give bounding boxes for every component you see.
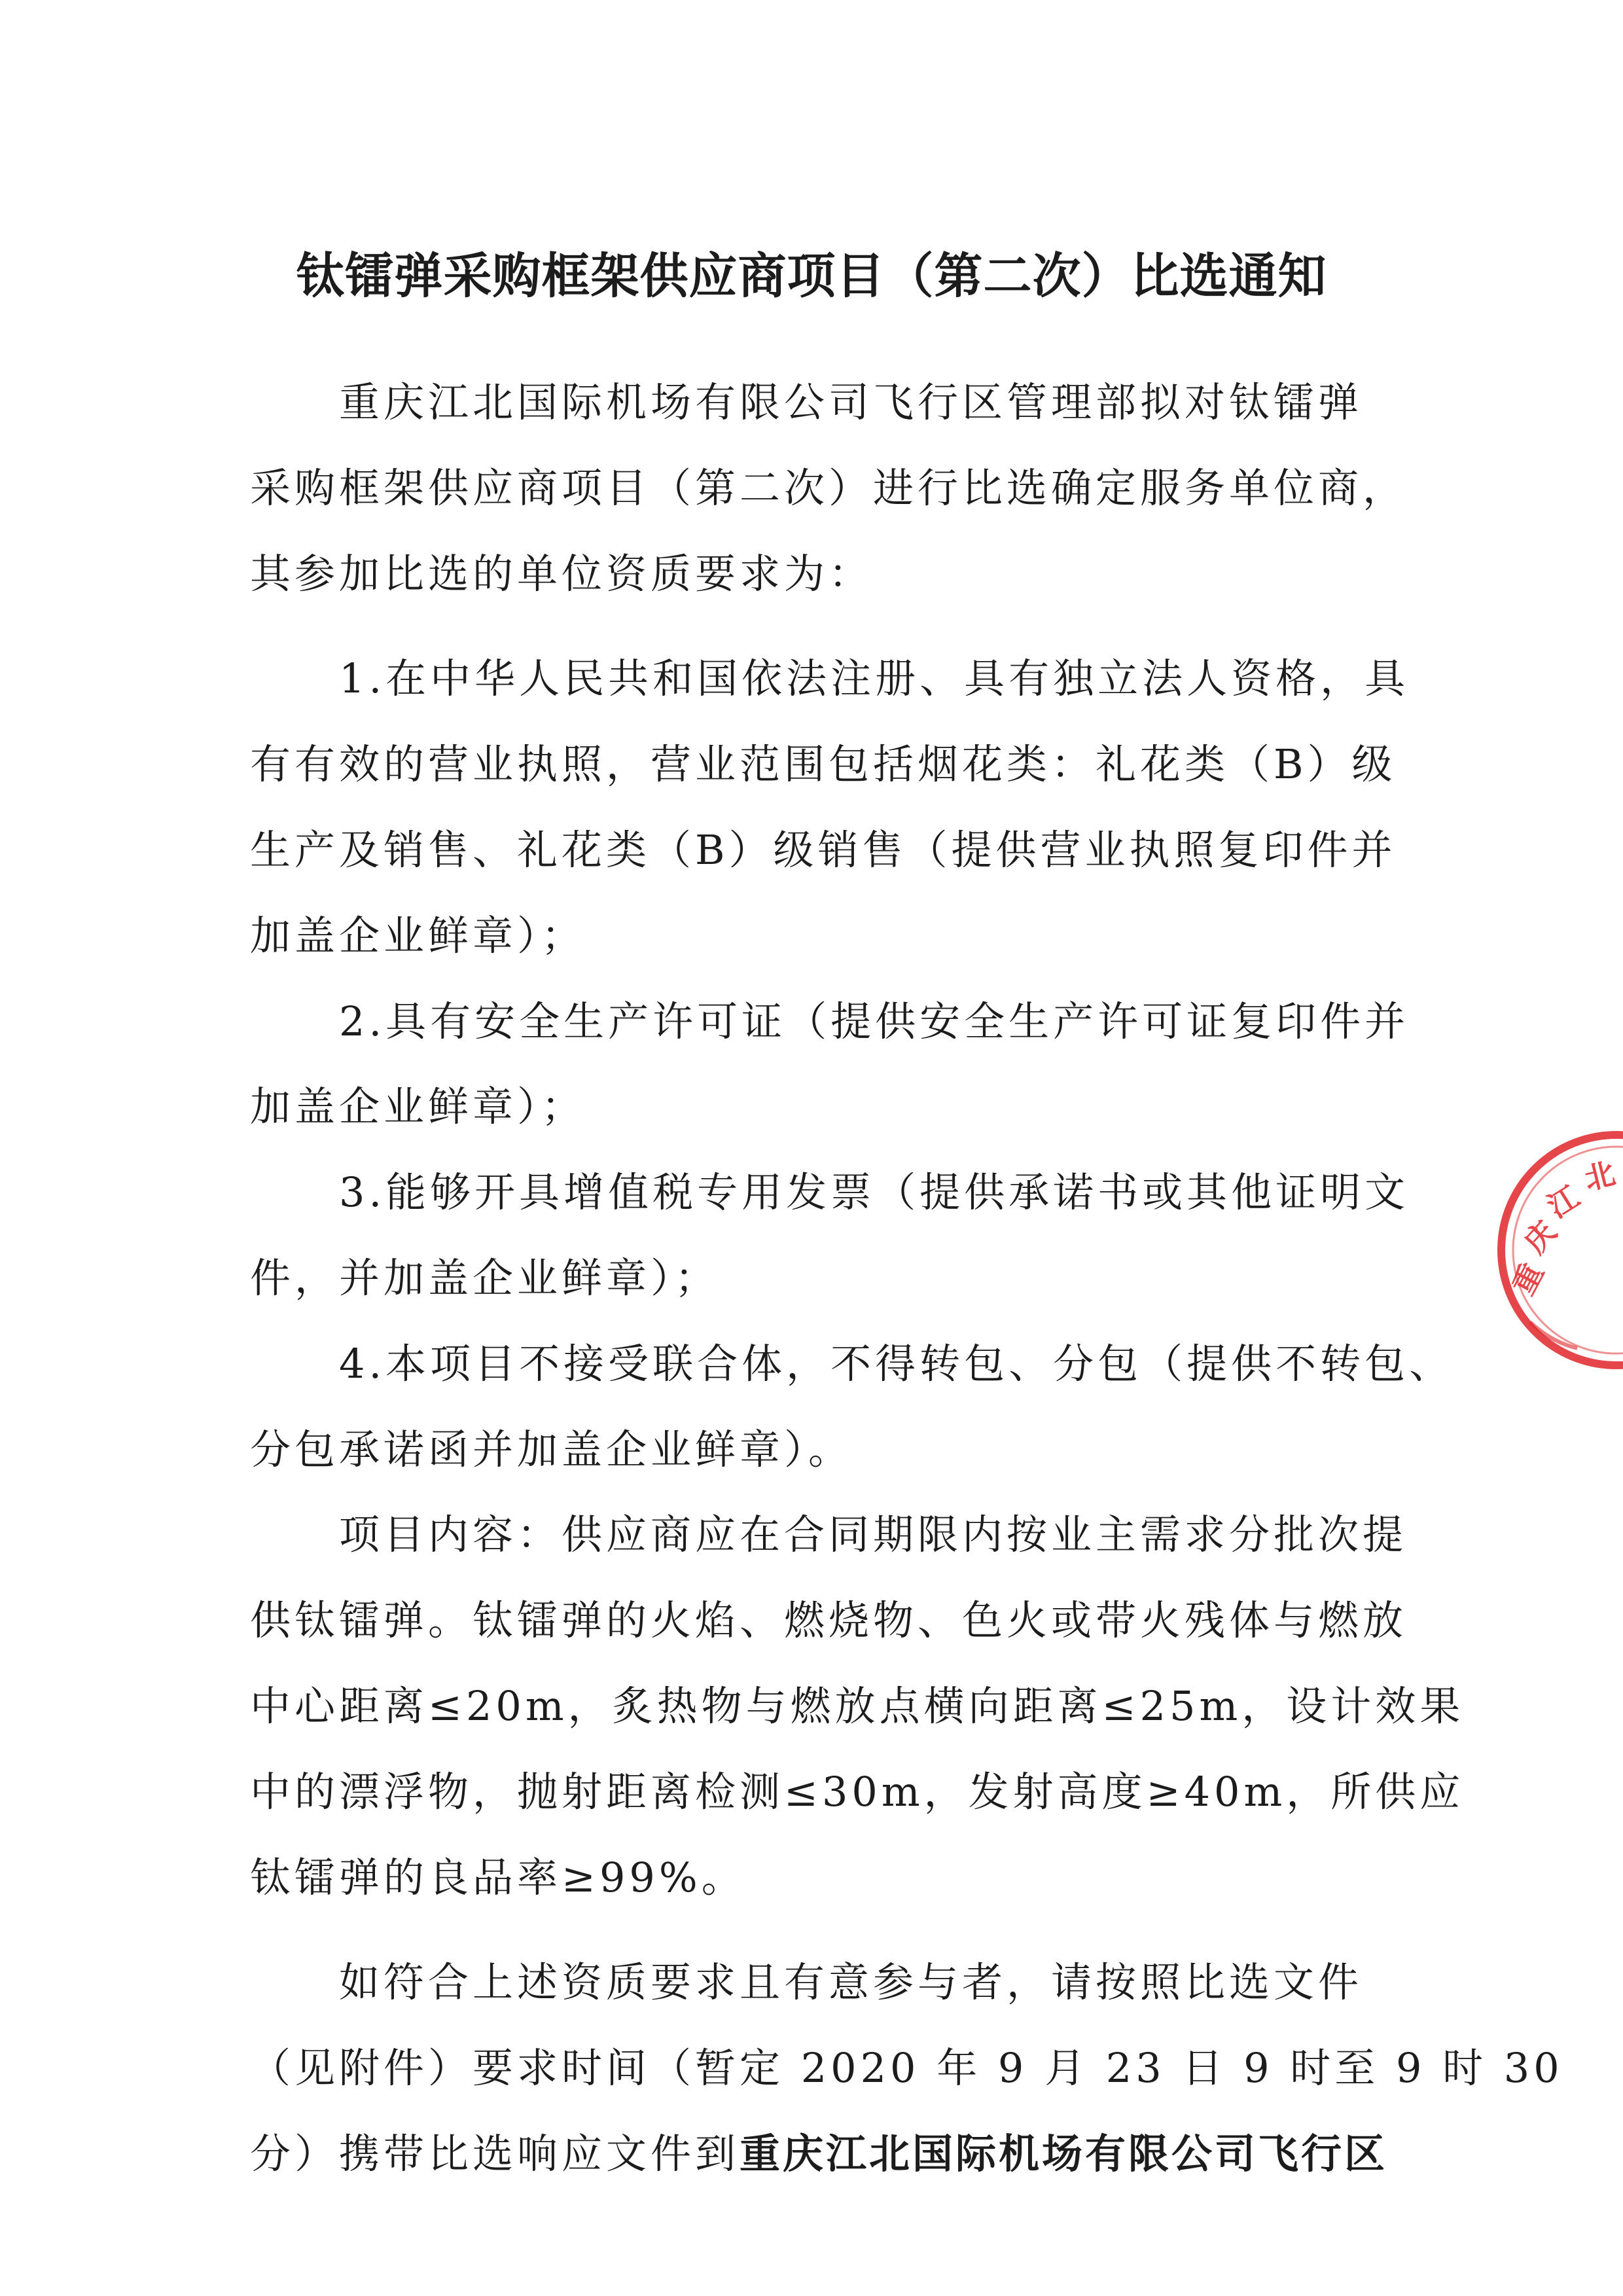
body-line-12: 4.本项目不接受联合体，不得转包、分包（提供不转包、	[250, 1339, 1454, 1388]
body-line-19: 如符合上述资质要求且有意参与者，请按照比选文件	[250, 1958, 1363, 2007]
body-line-8: 2.具有安全生产许可证（提供安全生产许可证复印件并	[250, 997, 1410, 1045]
body-line-13: 分包承诺函并加盖企业鲜章）。	[250, 1425, 853, 1473]
body-line-20: （见附件）要求时间（暂定 2020 年 9 月 23 日 9 时至 9 时 30	[250, 2044, 1563, 2092]
body-line-16: 中心距离≤20m，炙热物与燃放点横向距离≤25m，设计效果	[250, 1681, 1465, 1730]
company-seal-stamp	[1492, 1126, 1623, 1374]
body-line-9: 加盖企业鲜章）；	[250, 1083, 586, 1131]
body-line-5: 有有效的营业执照，营业范围包括烟花类：礼花类（B）级	[250, 740, 1397, 789]
body-line-4: 1.在中华人民共和国依法注册、具有独立法人资格，具	[250, 655, 1410, 703]
svg-text:北: 北	[1580, 1155, 1619, 1197]
svg-text:重: 重	[1505, 1257, 1551, 1301]
body-line-6: 生产及销售、礼花类（B）级销售（提供营业执照复印件并	[250, 825, 1397, 874]
document-title: 钛镭弹采购框架供应商项目（第二次）比选通知	[296, 248, 1327, 304]
svg-text:江: 江	[1541, 1179, 1586, 1225]
body-line-11: 件，并加盖企业鲜章）；	[250, 1253, 720, 1302]
body-line-10: 3.能够开具增值税专用发票（提供承诺书或其他证明文	[250, 1168, 1410, 1217]
body-line-21	[250, 2111, 1388, 2197]
body-line-3: 其参加比选的单位资质要求为：	[250, 549, 874, 598]
body-line-21-text: 分）携带比选响应文件到	[250, 2129, 740, 2178]
body-line-21-bold-text: 重庆江北国际机场有限公司飞行区	[740, 2129, 1388, 2178]
body-line-7: 加盖企业鲜章）；	[250, 911, 586, 960]
body-line-1: 重庆江北国际机场有限公司飞行区管理部拟对钛镭弹	[250, 378, 1363, 426]
body-line-2: 采购框架供应商项目（第二次）进行比选确定服务单位商，	[250, 463, 1408, 512]
body-line-18: 钛镭弹的良品率≥99%。	[250, 1853, 746, 1901]
body-line-14: 项目内容：供应商应在合同期限内按业主需求分批次提	[250, 1511, 1408, 1559]
document-body	[250, 360, 1563, 2197]
body-line-15: 供钛镭弹。钛镭弹的火焰、燃烧物、色火或带火残体与燃放	[250, 1596, 1408, 1645]
body-line-17: 中的漂浮物，抛射距离检测≤30m，发射高度≥40m，所供应	[250, 1767, 1465, 1816]
svg-text:庆: 庆	[1517, 1214, 1563, 1261]
